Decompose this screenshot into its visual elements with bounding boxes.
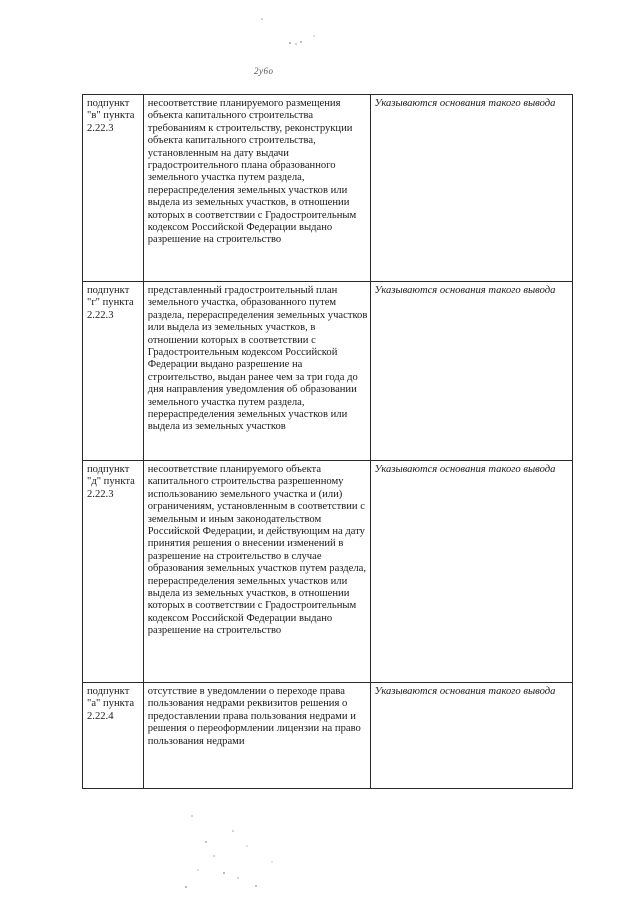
justification-note: Указываются основания такого вывода bbox=[370, 683, 573, 789]
table-row bbox=[83, 683, 573, 789]
table-row bbox=[83, 282, 573, 461]
justification-note: Указываются основания такого вывода bbox=[370, 95, 573, 282]
justification-note: Указываются основания такого вывода bbox=[370, 282, 573, 461]
refusal-ground-text: отсутствие в уведомлении о переходе права пользования недрами реквизитов решения о предоставлении права пользования недрами и решения о переоформлении лицензии на право пользования недрами bbox=[143, 683, 370, 789]
clause-reference: подпункт "в" пункта 2.22.3 bbox=[83, 95, 144, 282]
clause-reference: подпункт "г" пункта 2.22.3 bbox=[83, 282, 144, 461]
refusal-ground-text: несоответствие планируемого размещения объекта капитального строительства требованиям к строительству, реконструкции объекта капитального строительства, установленным на дату выдачи градостроительного плана образованного земельного участка путем раздела, перераспределения земельных участков или выдела из земельных участков, в отношении которых в соответствии с Градостроительным кодексом Российской Федерации выдано разрешение на строительство bbox=[143, 95, 370, 282]
page-number-mark: 2у6о bbox=[254, 66, 274, 76]
refusal-ground-text: несоответствие планируемого объекта капитального строительства разрешенному использованию земельного участка и (или) ограничениям, установленным в соответствии с земельным и иным законодательством Российской Федерации, и действующим на дату принятия решения о внесении изменений в разрешение на строительство в случае образования земельных участков путем раздела, перераспределения земельных участков или выдела из земельных участков, в отношении которых в соответствии с Градостроительным кодексом Российской Федерации выдано разрешение на строительство bbox=[143, 461, 370, 683]
justification-note: Указываются основания такого вывода bbox=[370, 461, 573, 683]
table-row bbox=[83, 95, 573, 282]
refusal-grounds-table bbox=[82, 94, 573, 789]
clause-reference: подпункт "а" пункта 2.22.4 bbox=[83, 683, 144, 789]
refusal-ground-text: представленный градостроительный план земельного участка, образованного путем раздела, перераспределения земельных участков или выдела из земельных участков, в отношении которых в соответствии с Градостроительным кодексом Российской Федерации выдано разрешение на строительство, выдан ранее чем за три года до дня направления уведомления об образовании земельного участка путем раздела, перераспределения земельных участков или выдела из земельных участков bbox=[143, 282, 370, 461]
clause-reference: подпункт "д" пункта 2.22.3 bbox=[83, 461, 144, 683]
table-row bbox=[83, 461, 573, 683]
